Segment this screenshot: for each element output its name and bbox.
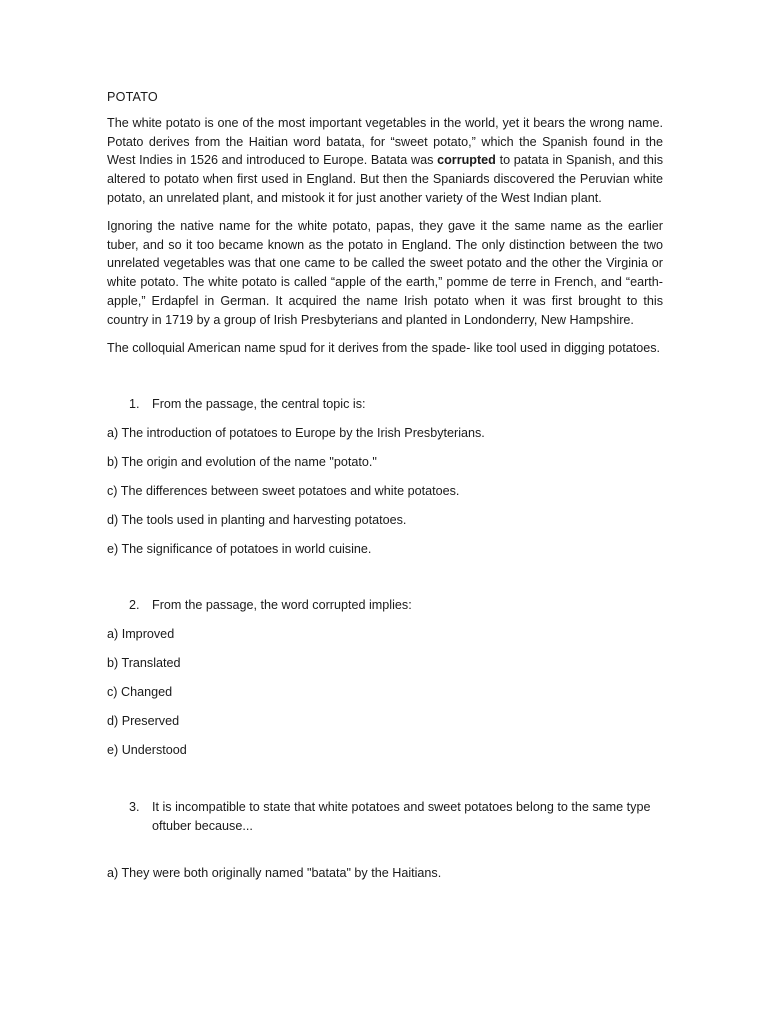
question-text: From the passage, the word corrupted implies: [152, 598, 412, 613]
answer-option: b) The origin and evolution of the name "potato." [107, 455, 377, 470]
question-number: 2. [129, 598, 140, 613]
question-1-options [107, 419, 663, 564]
answer-option: b) Translated [107, 655, 181, 670]
passage-paragraph-2: Ignoring the native name for the white potato, papas, they gave it the same name as the earlier tuber, and so it too became known as the potato in England. The only distinction between the two unrelated vegetables was that one came to be called the sweet potato and the other the Virginia or white potato. The white potato is called “apple of the earth,” pomme de terre in French, and “earth-apple,” Erdapfel in German. It acquired the name Irish potato when it was first brought to this country in 1719 by a group of Irish Presbyterians and planted in Londonderry, New Hampshire. [107, 218, 663, 327]
answer-option: e) The significance of potatoes in world cuisine. [107, 542, 372, 557]
answer-option: c) Changed [107, 684, 173, 699]
document-page [107, 88, 663, 888]
answer-option: a) The introduction of potatoes to Europe by the Irish Presbyterians. [107, 426, 485, 441]
document-title: POTATO [107, 90, 158, 104]
question-number: 3. [129, 799, 140, 814]
question-1 [107, 395, 663, 414]
answer-option: a) They were both originally named "batata" by the Haitians. [107, 865, 442, 880]
paragraph-1-text-end: to patata in Spanish, and this altered to potato when first used in England. But then the Spaniards discovered the Peruvian white potato, an unrelated plant, and mistook it for just another variety of the West Indian plant. [107, 153, 663, 205]
answer-option: c) The differences between sweet potatoes and white potatoes. [107, 484, 460, 499]
answer-option: a) Improved [107, 626, 175, 641]
question-2-options [107, 620, 663, 765]
passage-paragraph-1 [107, 114, 663, 208]
question-text: It is incompatible to state that white potatoes and sweet potatoes belong to the same type oftuber because... [152, 799, 651, 833]
answer-option: d) The tools used in planting and harvesting potatoes. [107, 513, 407, 528]
answer-option: e) Understood [107, 742, 187, 757]
answer-option: d) Preserved [107, 713, 180, 728]
bold-word-corrupted: corrupted [437, 153, 496, 168]
question-2 [107, 596, 663, 615]
question-number: 1. [129, 397, 140, 412]
passage-paragraph-3: The colloquial American name spud for it derives from the spade- like tool used in digging potatoes. [107, 340, 661, 355]
paragraph-1-text-start: The white potato is one of the most important vegetables in the world, yet it bears the wrong name. Potato derives from the Haitian word batata, for “sweet potato,” which the Spanish found in the West Indies in 1526 and introduced to Europe. Batata was [107, 115, 663, 168]
question-3 [107, 798, 663, 836]
question-text: From the passage, the central topic is: [152, 397, 366, 412]
question-3-options [107, 859, 663, 888]
